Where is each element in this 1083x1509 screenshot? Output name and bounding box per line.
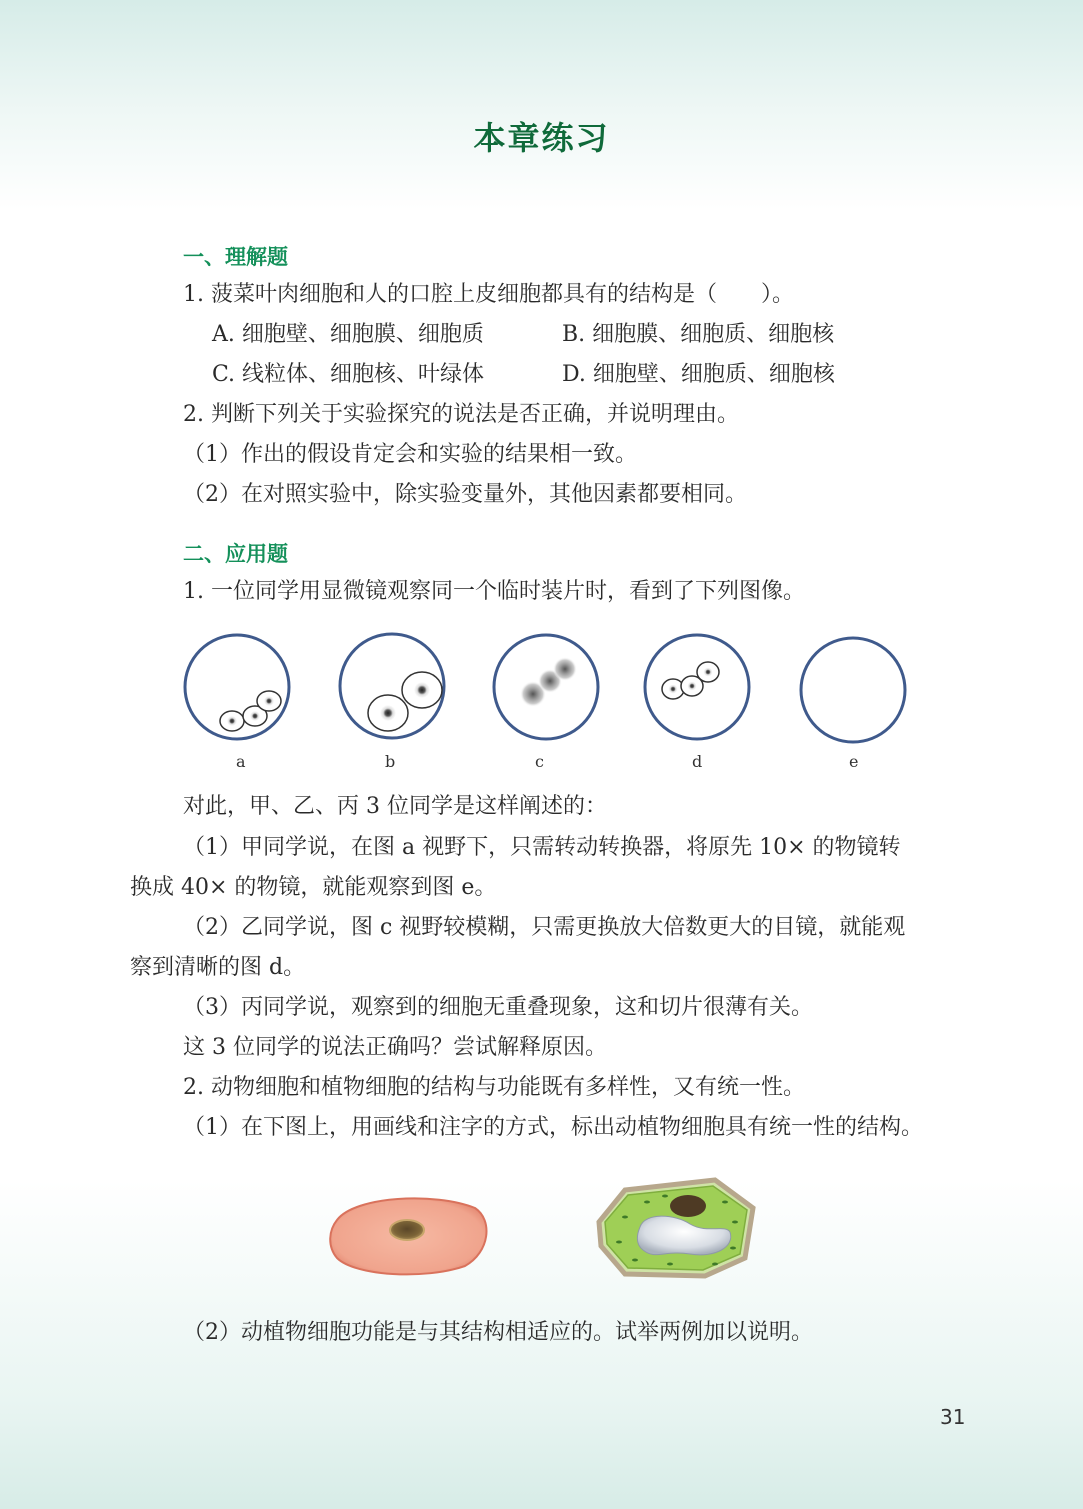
q2-part-2: （2）在对照实验中，除实验变量外，其他因素都要相同。 bbox=[183, 482, 747, 507]
field-label-d: d bbox=[692, 752, 703, 771]
app1-question: 这 3 位同学的说法正确吗？尝试解释原因。 bbox=[183, 1035, 607, 1060]
field-b bbox=[340, 634, 444, 738]
page-title: 本章练习 bbox=[473, 119, 610, 157]
field-c bbox=[494, 635, 598, 739]
field-d bbox=[645, 635, 749, 739]
app1-part-3: （3）丙同学说，观察到的细胞无重叠现象，这和切片很薄有关。 bbox=[183, 995, 813, 1020]
q1-option-b: B. 细胞膜、细胞质、细胞核 bbox=[562, 322, 835, 347]
app1-part-2a: （2）乙同学说，图 c 视野较模糊，只需更换放大倍数更大的目镜，就能观 bbox=[183, 915, 906, 940]
plant-cell-figure bbox=[595, 1172, 760, 1280]
field-label-a: a bbox=[236, 752, 246, 771]
section-heading-understanding: 一、理解题 bbox=[183, 245, 288, 269]
field-label-c: c bbox=[535, 752, 544, 771]
q1-option-a: A. 细胞壁、细胞膜、细胞质 bbox=[212, 322, 484, 347]
field-label-b: b bbox=[385, 752, 396, 771]
app2-part-2: （2）动植物细胞功能是与其结构相适应的。试举两例加以说明。 bbox=[183, 1320, 813, 1345]
app2-stem: 2. 动物细胞和植物细胞的结构与功能既有多样性，又有统一性。 bbox=[183, 1075, 805, 1100]
section-heading-application: 二、应用题 bbox=[183, 542, 288, 566]
app1-part-1a: （1）甲同学说，在图 a 视野下，只需转动转换器，将原先 10× 的物镜转 bbox=[183, 835, 901, 860]
app1-intro: 对此，甲、乙、丙 3 位同学是这样阐述的： bbox=[183, 794, 607, 819]
field-label-e: e bbox=[849, 752, 859, 771]
q1-stem: 1. 菠菜叶肉细胞和人的口腔上皮细胞都具有的结构是（ ）。 bbox=[183, 282, 794, 307]
microscope-fields-figure bbox=[170, 620, 930, 755]
app1-stem: 1. 一位同学用显微镜观察同一个临时装片时，看到了下列图像。 bbox=[183, 579, 805, 604]
page-number: 31 bbox=[940, 1405, 966, 1429]
q2-part-1: （1）作出的假设肯定会和实验的结果相一致。 bbox=[183, 442, 637, 467]
app1-part-1b: 换成 40× 的物镜，就能观察到图 e。 bbox=[130, 875, 497, 900]
q2-stem: 2. 判断下列关于实验探究的说法是否正确，并说明理由。 bbox=[183, 402, 739, 427]
animal-cell-figure bbox=[325, 1190, 490, 1278]
field-a bbox=[185, 635, 289, 739]
app1-part-2b: 察到清晰的图 d。 bbox=[130, 955, 306, 980]
q1-option-c: C. 线粒体、细胞核、叶绿体 bbox=[212, 362, 485, 387]
q1-option-d: D. 细胞壁、细胞质、细胞核 bbox=[562, 362, 835, 387]
field-e bbox=[801, 638, 905, 742]
app2-part-1: （1）在下图上，用画线和注字的方式，标出动植物细胞具有统一性的结构。 bbox=[183, 1115, 923, 1140]
